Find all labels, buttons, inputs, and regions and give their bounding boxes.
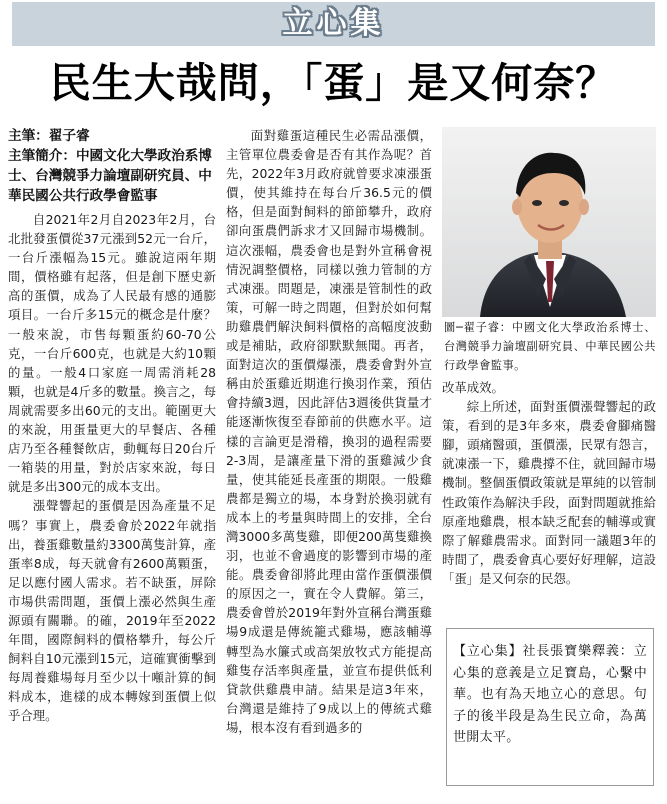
portrait-illustration	[442, 127, 656, 317]
headline: 民生大哉問，「蛋」是又何奈？	[49, 59, 618, 107]
paragraph: 綜上所述，面對蛋價漲聲響起的政策，看到的是3年多來，農委會腳痛醫腳，頭痛醫頭，蛋價漲，民眾有怨言，就凍漲一下，雞農撐不住，就回歸市場機制。整個蛋價政策就是單純的以管制性政策作為解決手段，面對問題就推給原產地雞農，根本缺乏配套的輔導或實際了解雞農需求。面對同一議題3年的時間了，農委會真心要好好理解，這設「蛋」是又何奈的民怨。	[442, 399, 656, 586]
paragraph: 自2021年2月自2023年2月，台北批發蛋價從37元漲到52元一台斤，一台斤漲幅為15元。雖說這兩年期間，價格雖有起落，但是創下歷史新高的蛋價，成為了人民最有感的通膨項目。一台斤多15元的概念是什麼？一般來說，市售每顆蛋約60-70公克，一台斤600克，也就是大約10顆的量。一般4口家庭一周需消耗28顆，也就是4斤多的數量。換言之，每周就需要多出60元的支出。範圍更大的來說，用蛋量更大的早餐店、各種店乃至各種餐飲店，動輒每日20台斤一箱裝的用量，對於店家來說，每日就是多出300元的成本支出。	[8, 212, 216, 495]
column-banner	[12, 2, 655, 46]
column-label: 立心集	[282, 6, 385, 41]
paragraph: 面對雞蛋這種民生必需品漲價，主管單位農委會是否有其作為呢？首先，2022年3月政府就曾要求凍漲蛋價，使其維持在每台斤36.5元的價格，但是面對飼料的節節攀升，政府卻向蛋農們訴求才又回歸市場機制。這次漲幅，農委會也是對外宣稱會視情況調整價格，同樣以強力管制的方式凍漲。問題是，凍漲是管制性的政策，可解一時之問題，但對於如何幫助雞農們解決飼料價格的高幅度波動或是補貼，政府卻默默無聞。再者，面對這次的蛋價爆漲，農委會對外宣稱由於蛋雞近期進行換羽作業，預估會持續3週，因此評估3週後供貨量才能逐漸恢復至春節前的供應水平。這樣的言論更是滑稽，換羽的過程需要2-3周，是讓產量下滑的蛋雞減少食量，使其能延長產蛋的期限。一般雞農都是獨立的場，本身對於換羽就有成本上的考量與時間上的安排，全台灣3000多萬隻雞，即便200萬隻雞換羽，也並不會過度的影響到市場的產能。農委會卻將此理由當作蛋價漲價的原因之一，實在令人費解。第三，農委會曾於2019年對外宣稱台灣蛋雞場9成還是傳統籠式雞場，應該輔導轉型為水簾式或高架放牧式方能提高雞隻存活率與產量，並宣布提供低利貸款供雞農申請。結果是這3年來，台灣還是維持了9成以上的傳統式雞場，根本沒有看到過多的	[226, 128, 432, 735]
paragraph: 改革成效。	[442, 380, 504, 395]
body-column-1	[8, 210, 216, 800]
column-note-box	[446, 628, 654, 786]
byline	[8, 126, 216, 206]
byline-author: 主筆：翟子睿	[8, 128, 90, 144]
byline-profile: 主筆簡介：中國文化大學政治系博士、台灣競爭力論壇副研究員、中華民國公共行政學會監事	[8, 148, 212, 204]
body-column-3	[442, 378, 656, 623]
author-photo	[442, 127, 656, 317]
paragraph: 漲聲響起的蛋價是因為產量不足嗎？事實上，農委會於2022年就指出，養蛋雞數量約3300萬隻計算，產蛋率8成，每天就會有2600萬顆蛋，足以應付國人需求。若不缺蛋，屏除市場供需問題，蛋價上漲必然與生產源頭有關聯。的確，2019年至2022年間，國際飼料的價格攀升，每公斤飼料自10元漲到15元，這確實衝擊到每周養雞場每月至少以十噸計算的飼料成本，進樣的成本轉嫁到蛋價上似乎合理。	[8, 498, 216, 724]
body-column-2	[226, 126, 432, 800]
photo-caption: 圖─翟子睿：中國文化大學政治系博士、台灣競爭力論壇副研究員、中華民國公共行政學會監事。	[444, 321, 656, 372]
column-note-text: 【立心集】社長張寶樂釋義：立心集的意義是立足寶島，心繫中華。也有為天地立心的意思。句子的後半段是為生民立命，為萬世開太平。	[453, 644, 647, 746]
